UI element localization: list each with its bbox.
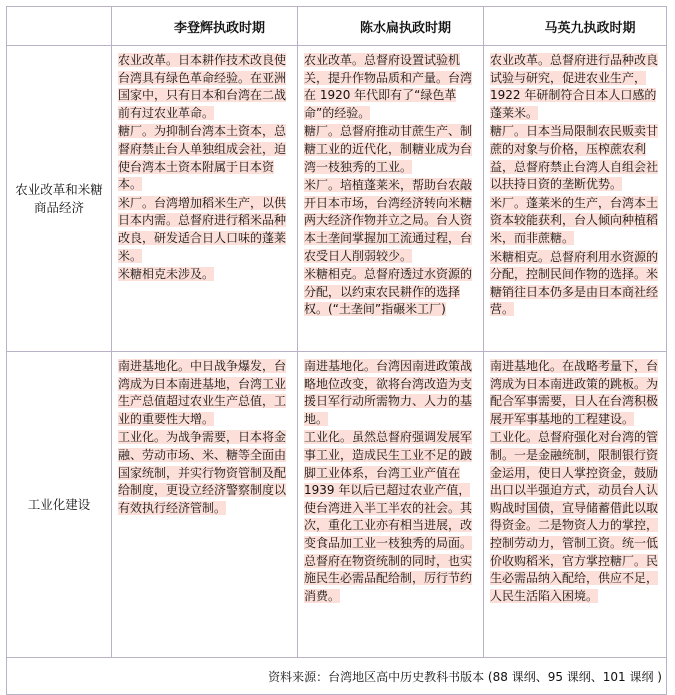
paragraph-rice-mill: 米厂。蓬莱米的生产，台湾本土资本较能获利，台人倾向种植稻米，而非蔗糖。	[490, 195, 659, 245]
cell-agriculture-chen	[298, 46, 484, 352]
paragraph-southward-base: 南进基地化。台湾因南进政策战略地位改变，欲将台湾改造为支援日军行动所需物力、人力的基地。	[304, 359, 473, 426]
source-note: 资料来源：台湾地区高中历史教科书版本 (88 课纲、95 课纲、101 课纲 )	[7, 658, 667, 695]
paragraph-sugar-mill: 糖厂。日本当局限制农民贩卖甘蔗的对象与价格，压榨蔗农利益，总督府禁止台湾人自组会社以扶持日资的垄断优势。	[490, 124, 659, 192]
cell-agriculture-ma	[484, 46, 667, 352]
header-lee-teng-hui: 李登辉执政时期	[112, 7, 298, 46]
paragraph-rice-mill: 米厂。台湾增加稻米生产，以供日本内需。总督府进行稻米品种改良，研发适合日人口味的蓬莱米。	[118, 195, 287, 263]
paragraph-southward-base: 南进基地化。在战略考量下，台湾成为日本南进政策的跳板。为配合军事需要，日人在台湾积极展开军事基地的工程建设。	[490, 359, 659, 426]
comparison-table	[6, 6, 667, 695]
cell-industrialization-lee	[112, 352, 298, 658]
paragraph-rice-sugar: 米糖相克。总督府透过水资源的分配，以约束农民耕作的选择权。(“土垄间”指碾米工厂)	[304, 267, 473, 317]
paragraph-rice-sugar: 米糖相克未涉及。	[118, 267, 215, 282]
paragraph-agri-reform: 农业改革。总督府进行品种改良试验与研究，促进农业生产，1922 年研制符合日本人口感的蓬莱米。	[490, 53, 659, 120]
cell-industrialization-ma	[484, 352, 667, 658]
paragraph-sugar-mill: 糖厂。为抑制台湾本土资本，总督府禁止台人单独组成会社，迫使台湾本土资本附属于日本资本。	[118, 124, 287, 192]
row-label-industrialization: 工业化建设	[7, 352, 112, 658]
paragraph-industrialization: 工业化。为战争需要，日本将金融、劳动市场、米、糖等全面由国家统制，并实行物资管制及配给制度，更设立经济警察制度以有效执行经济管制。	[118, 430, 287, 515]
paragraph-sugar-mill: 糖厂。总督府推动甘蔗生产、制糖工业的近代化，制糖业成为台湾一枝独秀的工业。	[304, 124, 473, 174]
paragraph-rice-sugar: 米糖相克。总督府利用水资源的分配，控制民间作物的选择。米糖销往日本仍多是由日本商社经营。	[490, 249, 659, 317]
header-chen-shui-bian: 陈水扁执政时期	[298, 7, 484, 46]
paragraph-agri-reform: 农业改革。日本耕作技术改良使台湾具有绿色革命经验。在亚洲国家中，只有日本和台湾在二战前有过农业革命。	[118, 53, 287, 120]
row-agriculture	[7, 46, 667, 352]
paragraph-industrialization: 工业化。虽然总督府强调发展军事工业，造成民生工业不足的跛脚工业体系，台湾工业产值在 1939 年以后已超过农业产值，使台湾进入半工半农的社会。其次，重化工业亦有相当进展，改变食品加工业一枝独秀的局面。总督府在物资统制的同时，也实施民生必需品配给制，厉行节约消费。	[304, 430, 473, 603]
row-label-agriculture: 农业改革和米糖商品经济	[7, 46, 112, 352]
cell-industrialization-chen	[298, 352, 484, 658]
paragraph-agri-reform: 农业改革。总督府设置试验机关，提升作物品质和产量。台湾在 1920 年代即有了“绿色革命”的经验。	[304, 53, 473, 120]
paragraph-southward-base: 南进基地化。中日战争爆发，台湾成为日本南进基地，台湾工业生产总值超过农业生产总值，工业的重要性大增。	[118, 359, 287, 426]
cell-agriculture-lee	[112, 46, 298, 352]
paragraph-rice-mill: 米厂。培植蓬莱米，帮助台农敲开日本市场，台湾经济转向米糖两大经济作物并立之局。台人资本土垄间掌握加工流通过程，台农受日人削弱较少。	[304, 178, 473, 263]
paragraph-industrialization: 工业化。总督府强化对台湾的管制。一是金融统制，限制银行资金运用，使日人掌控资金，鼓励出口以半强迫方式，动员台人认购战时国债，宣导储蓄借此以取得资金。二是物资人力的掌控，控制劳动力，管制工资。统一低价收购稻米，官方掌控糖厂。民生必需品纳入配给，供应不足，人民生活陷入困境。	[490, 430, 659, 603]
row-industrialization	[7, 352, 667, 658]
corner-header	[7, 7, 112, 46]
header-ma-ying-jeou: 马英九执政时期	[484, 7, 667, 46]
source-row	[7, 658, 667, 695]
header-row	[7, 7, 667, 46]
